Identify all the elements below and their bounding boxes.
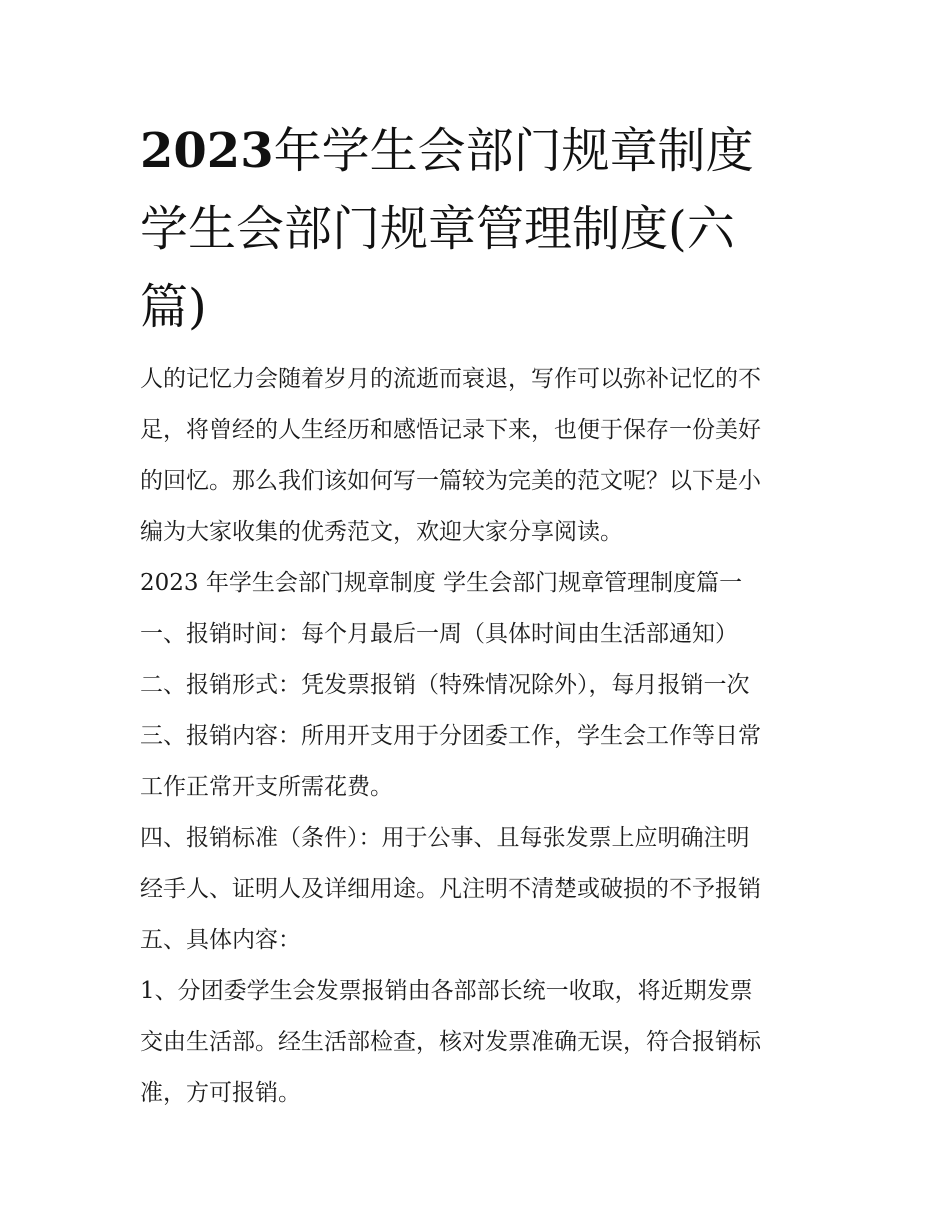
sub-item-1-line-1: 1、分团委学生会发票报销由各部部长统一收取，将近期发票 (140, 978, 753, 1004)
intro-line-4: 编为大家收集的优秀范文，欢迎大家分享阅读。 (140, 519, 623, 545)
sub-item-1-line-3: 准，方可报销。 (140, 1080, 301, 1106)
item-3-line-1: 三、报销内容：所用开支用于分团委工作，学生会工作等日常 (140, 723, 761, 749)
intro-line-3: 的回忆。那么我们该如何写一篇较为完美的范文呢？以下是小 (140, 468, 761, 494)
item-3-line-2: 工作正常开支所需花费。 (140, 774, 393, 800)
section-heading: 2023 年学生会部门规章制度 学生会部门规章管理制度篇一 (140, 570, 743, 596)
title-year: 2023 (140, 123, 274, 179)
title-line-3: 篇) (140, 279, 207, 335)
title-line-1 (140, 112, 830, 190)
item-1: 一、报销时间：每个月最后一周（具体时间由生活部通知） (140, 621, 738, 647)
document-body (140, 354, 820, 1119)
item-4-line-2: 经手人、证明人及详细用途。凡注明不清楚或破损的不予报销 (140, 876, 761, 902)
title-line-2: 学生会部门规章管理制度(六 (140, 201, 735, 257)
document-title (140, 112, 830, 346)
intro-line-1: 人的记忆力会随着岁月的流逝而衰退，写作可以弥补记忆的不 (140, 366, 761, 392)
item-2: 二、报销形式：凭发票报销（特殊情况除外），每月报销一次 (140, 672, 750, 698)
item-5: 五、具体内容： (140, 927, 301, 953)
title-line-1-text: 年学生会部门规章制度 (273, 123, 754, 179)
sub-item-1-line-2: 交由生活部。经生活部检查，核对发票准确无误，符合报销标 (140, 1029, 761, 1055)
item-4-line-1: 四、报销标准（条件）：用于公事、且每张发票上应明确注明 (140, 825, 750, 851)
intro-line-2: 足，将曾经的人生经历和感悟记录下来，也便于保存一份美好 (140, 417, 761, 443)
